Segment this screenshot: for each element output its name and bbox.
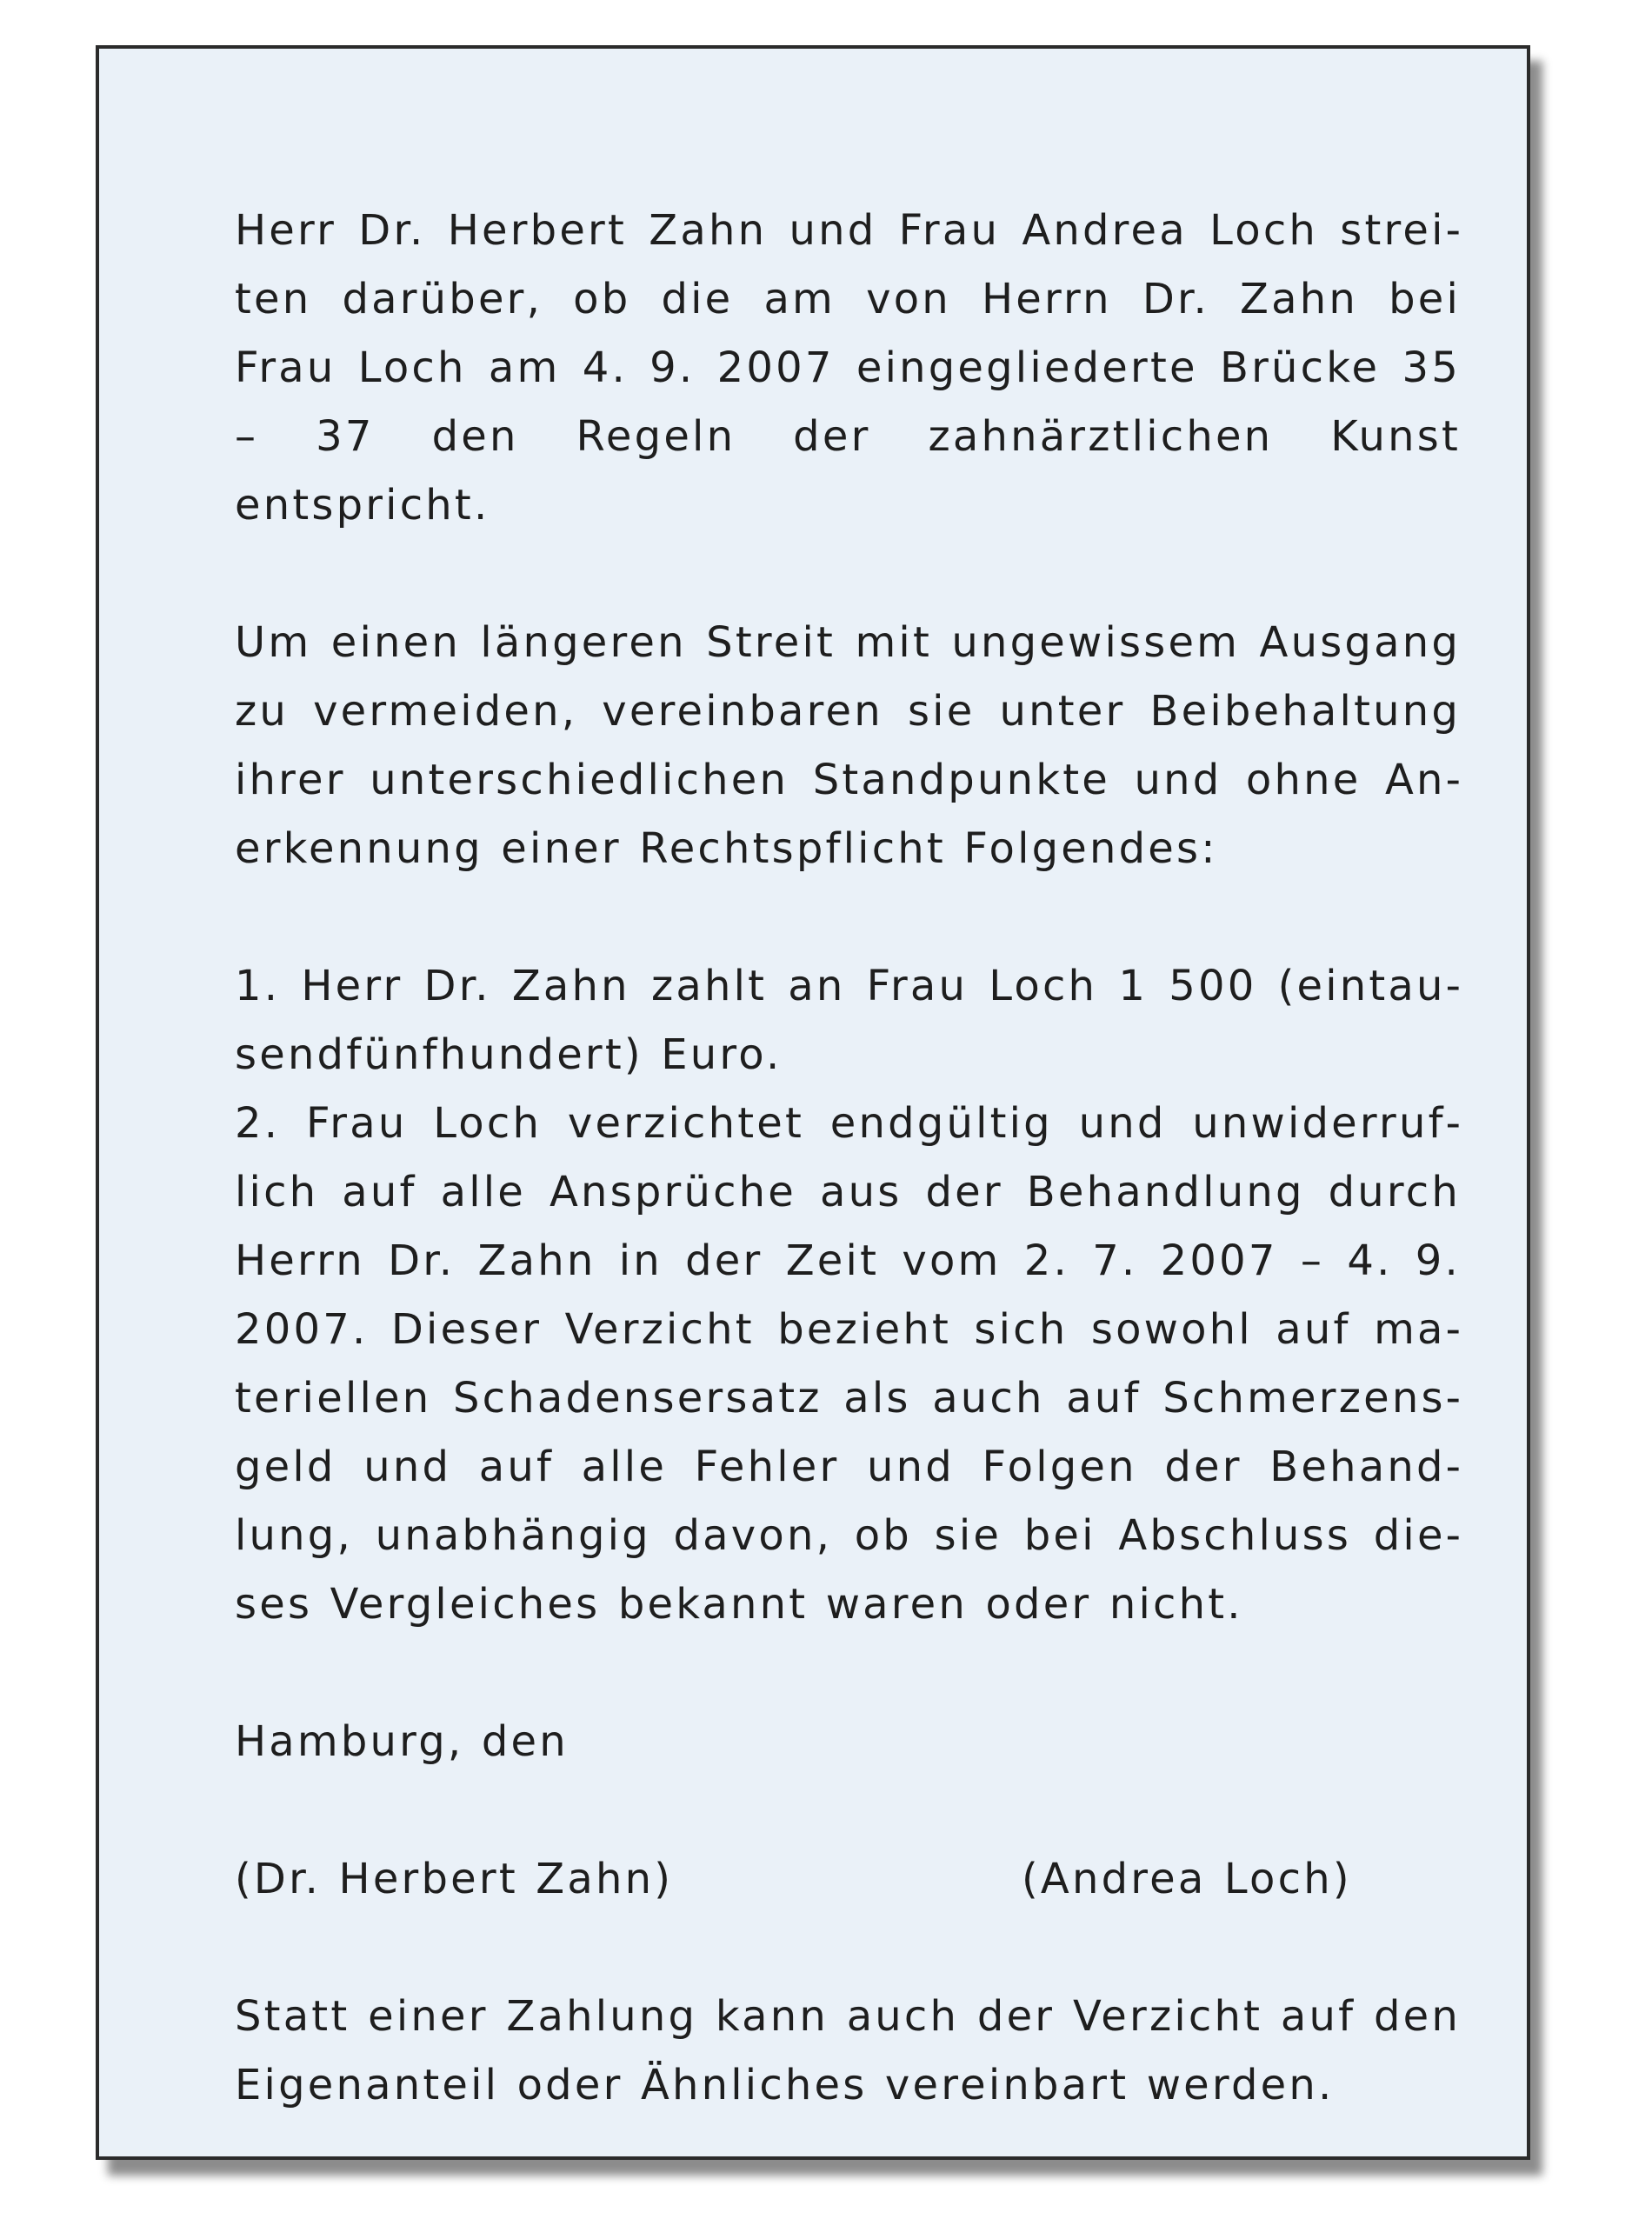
spacer [235,1639,1461,1708]
place-date: Hamburg, den [235,1717,569,1766]
spacer [235,540,1461,609]
agreement-text [235,197,1461,2120]
spacer [235,1776,1461,1845]
clause-1: 1. Herr Dr. Zahn zahlt an Frau Loch 1 500 (eintausendfünfhundert) Euro. [235,962,1461,1079]
spacer [235,883,1461,952]
agreement-card [96,45,1530,2160]
signature-row [235,1845,1461,1914]
signature-dr-zahn: (Dr. Herbert Zahn) [235,1855,674,1903]
spacer [235,1914,1461,1982]
intro-paragraph: Herr Dr. Herbert Zahn und Frau Andrea Loch streiten darüber, ob die am von Herrn Dr. Zahn bei Frau Loch am 4. 9. 2007 eingegliederte Brücke 35 – 37 den Regeln der zahnärztlichen Kunst entspricht. [235,206,1461,530]
signature-andrea-loch: (Andrea Loch) [1022,1855,1352,1903]
clause-2: 2. Frau Loch verzichtet endgültig und unwiderruflich auf alle Ansprüche aus der Behandlung durch Herrn Dr. Zahn in der Zeit vom 2. 7. 2007 – 4. 9. 2007. Dieser Verzicht bezieht sich sowohl auf materiellen Schadensersatz als auch auf Schmerzensgeld und auf alle Fehler und Folgen der Behandlung, unabhängig davon, ob sie bei Abschluss dieses Vergleiches bekannt waren oder nicht. [235,1099,1461,1629]
footnote: Statt einer Zahlung kann auch der Verzicht auf den Eigenanteil oder Ähnliches vereinbart werden. [235,1992,1461,2109]
purpose-paragraph: Um einen längeren Streit mit ungewissem Ausgang zu vermeiden, vereinbaren sie unter Beibehaltung ihrer unterschiedlichen Standpunkte und ohne Anerkennung einer Rechtspflicht Folgendes: [235,618,1461,873]
